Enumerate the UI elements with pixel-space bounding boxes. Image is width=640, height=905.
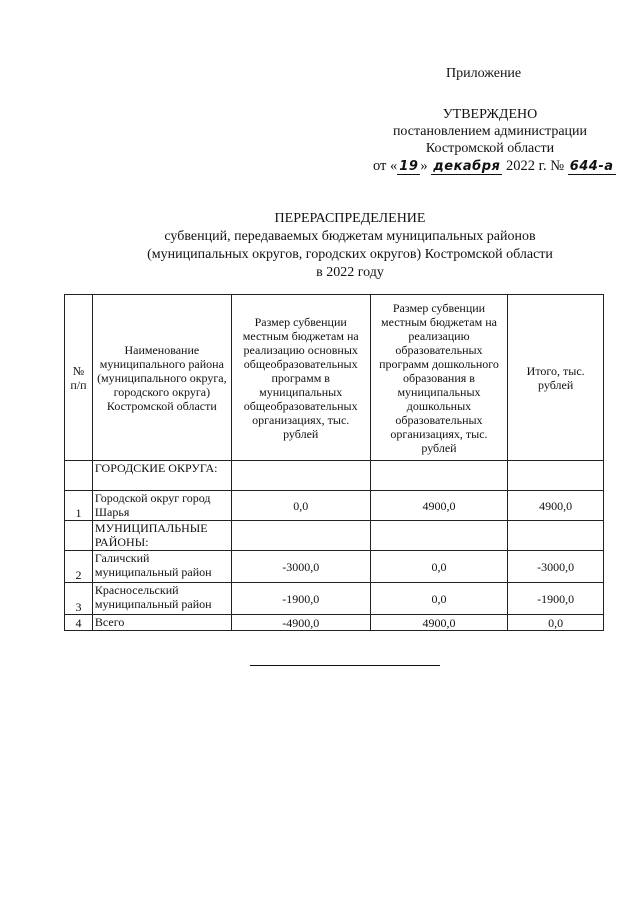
header-name: Наименование муниципального района (муниципального округа, городского округа) Костромской области: [92, 295, 231, 461]
section-row-urban: [65, 461, 604, 491]
row-preschool-education: 4900,0: [370, 615, 508, 631]
section-districts-label: МУНИЦИПАЛЬНЫЕ РАЙОНЫ:: [92, 521, 231, 551]
title-line-3: в 2022 году: [316, 265, 384, 280]
title-line-1: субвенций, передаваемых бюджетам муниципальных районов: [164, 229, 536, 244]
approval-line-1: постановлением администрации: [392, 124, 588, 139]
title-line-2: (муниципальных округов, городских округов) Костромской области: [147, 247, 553, 262]
decree-date-line: [373, 158, 616, 175]
date-year: 2022 г. №: [506, 158, 565, 174]
row-name: Всего: [92, 615, 231, 631]
approval-block: [370, 106, 610, 157]
row-total: 4900,0: [508, 491, 604, 521]
subsidy-table: [64, 294, 604, 631]
section-row-districts: [65, 521, 604, 551]
table-row-total: [65, 615, 604, 631]
table-header-row: [65, 295, 604, 461]
header-general-education: Размер субвенции местным бюджетам на реализацию основных общеобразовательных программ в муниципальных общеобразовательных организациях, тыс. рублей: [231, 295, 370, 461]
table-row: [65, 583, 604, 615]
row-general-education: -1900,0: [231, 583, 370, 615]
header-total: Итого, тыс. рублей: [508, 295, 604, 461]
date-month: декабря: [433, 159, 501, 174]
document-title: [100, 210, 600, 282]
row-num: 1: [65, 491, 93, 521]
date-day: 19: [399, 159, 419, 174]
row-name: Галичский муниципальный район: [92, 551, 231, 583]
row-general-education: 0,0: [231, 491, 370, 521]
end-separator-line: [250, 665, 440, 666]
row-num: 3: [65, 583, 93, 615]
row-num: 4: [65, 615, 93, 631]
row-num: 2: [65, 551, 93, 583]
date-mid: »: [420, 158, 428, 174]
header-preschool-education: Размер субвенции местным бюджетам на реализацию образовательных программ дошкольного образования в муниципальных дошкольных образовательных организациях, тыс. рублей: [370, 295, 508, 461]
row-total: 0,0: [508, 615, 604, 631]
decree-number: 644-а: [569, 159, 614, 174]
row-preschool-education: 0,0: [370, 583, 508, 615]
row-name: Красносельский муниципальный район: [92, 583, 231, 615]
row-name: Городской округ город Шарья: [92, 491, 231, 521]
row-preschool-education: 0,0: [370, 551, 508, 583]
appendix-label: Приложение: [446, 66, 522, 81]
row-total: -3000,0: [508, 551, 604, 583]
table-row: [65, 491, 604, 521]
row-total: -1900,0: [508, 583, 604, 615]
title-heading: ПЕРЕРАСПРЕДЕЛЕНИЕ: [274, 211, 426, 226]
row-general-education: -3000,0: [231, 551, 370, 583]
approval-line-2: Костромской области: [425, 141, 555, 156]
table-row: [65, 551, 604, 583]
date-prefix: от «: [373, 158, 398, 174]
approved-label: УТВЕРЖДЕНО: [442, 107, 538, 122]
header-num: № п/п: [65, 295, 93, 461]
section-urban-label: ГОРОДСКИЕ ОКРУГА:: [92, 461, 231, 491]
row-preschool-education: 4900,0: [370, 491, 508, 521]
row-general-education: -4900,0: [231, 615, 370, 631]
